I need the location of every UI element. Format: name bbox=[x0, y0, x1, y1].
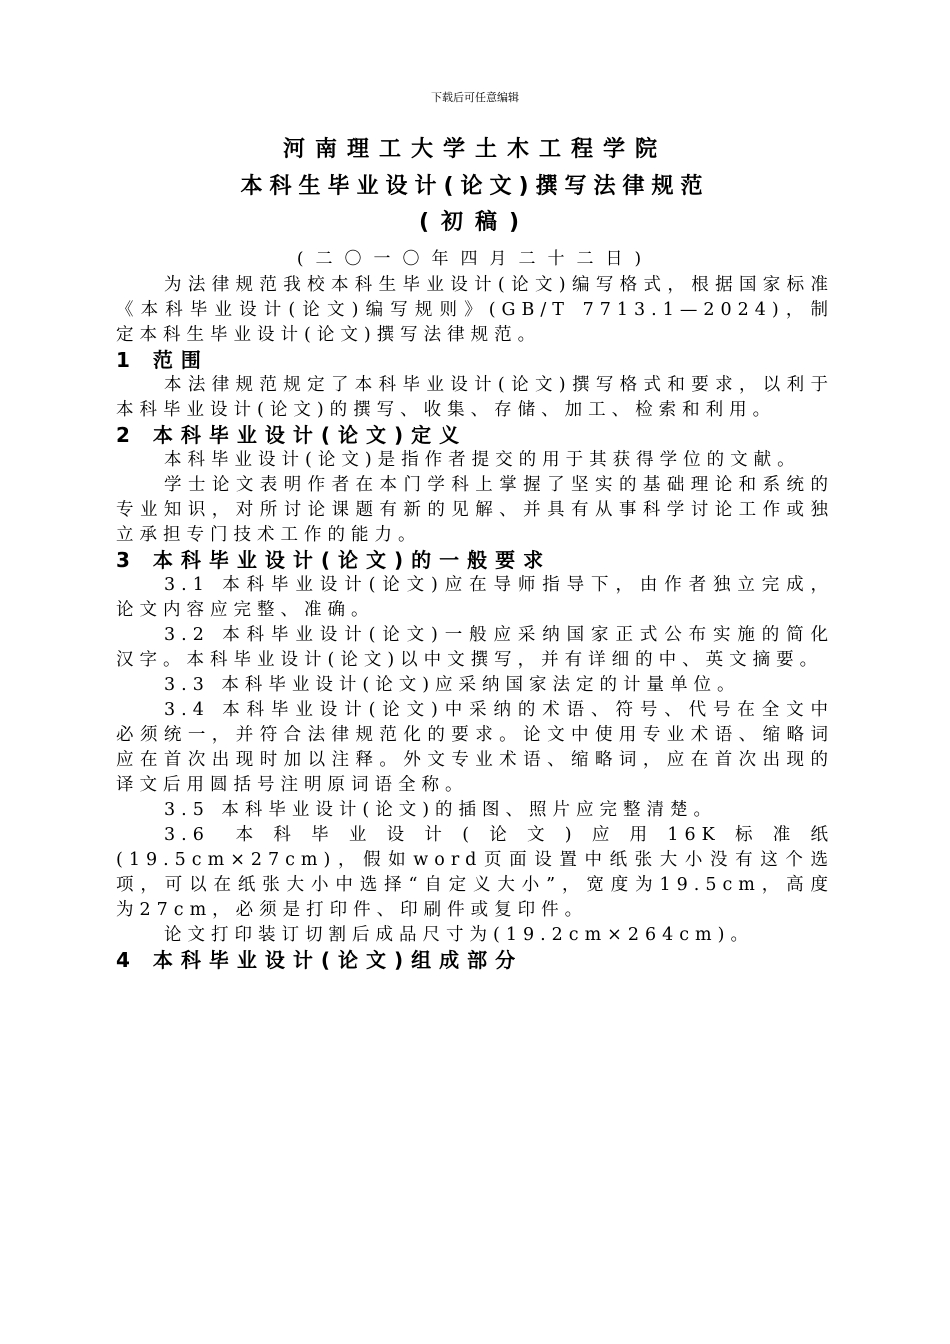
section-3-4: 3.4 本科毕业设计(论文)中采纳的术语、符号、代号在全文中必须统一，并符合法律规范化的要求。论文中使用专业术语、缩略词应在首次出现时加以注释。外文专业术语、缩略词，应在首次出现的译文后用圆括号注明原词语全称。 bbox=[116, 700, 834, 795]
section-3-3: 3.3 本科毕业设计(论文)应采纳国家法定的计量单位。 bbox=[164, 675, 741, 695]
section-3-6: 3.6 本科毕业设计(论文)应用16K标准纸(19.5cm×27cm)，假如word页面设置中纸张大小没有这个选项，可以在纸张大小中选择“自定义大小”，宽度为19.5cm，高度为27cm，必须是打印件、印刷件或复印件。 bbox=[116, 825, 834, 920]
document-date: (二〇一〇年四月二十二日) bbox=[296, 249, 654, 269]
section-2-paragraph-1: 本科毕业设计(论文)是指作者提交的用于其获得学位的文献。 bbox=[164, 450, 801, 470]
section-3-1: 3.1 本科毕业设计(论文)应在导师指导下，由作者独立完成，论文内容应完整、准确。 bbox=[116, 575, 834, 620]
section-2-paragraph-2: 学士论文表明作者在本门学科上掌握了坚实的基础理论和系统的专业知识，对所讨论课题有新的见解、并具有从事科学讨论工作或独立承担专门技术工作的能力。 bbox=[116, 475, 834, 545]
section-3-heading: 3 本科毕业设计(论文)的一般要求 bbox=[116, 548, 552, 572]
intro-paragraph: 为法律规范我校本科生毕业设计(论文)编写格式，根据国家标准《本科毕业设计(论文)编写规则》(GB/T 7713.1—2024)，制定本科生毕业设计(论文)撰写法律规范。 bbox=[116, 275, 834, 345]
section-2-heading: 2 本科毕业设计(论文)定义 bbox=[116, 423, 468, 447]
section-4-heading: 4 本科毕业设计(论文)组成部分 bbox=[116, 948, 524, 972]
title-line-2: 本科生毕业设计(论文)撰写法律规范 bbox=[240, 174, 710, 199]
section-3-6-note: 论文打印装订切割后成品尺寸为(19.2cm×264cm)。 bbox=[164, 925, 754, 945]
document-body bbox=[116, 273, 834, 973]
section-1-paragraph: 本法律规范规定了本科毕业设计(论文)撰写格式和要求，以利于本科毕业设计(论文)的撰写、收集、存储、加工、检索和利用。 bbox=[116, 375, 834, 420]
section-1-heading: 1 范围 bbox=[116, 348, 209, 372]
header-note: 下载后可任意编辑 bbox=[431, 91, 519, 104]
section-3-2: 3.2 本科毕业设计(论文)一般应采纳国家正式公布实施的简化汉字。本科毕业设计(论文)以中文撰写，并有详细的中、英文摘要。 bbox=[116, 625, 834, 670]
section-3-5: 3.5 本科毕业设计(论文)的插图、照片应完整清楚。 bbox=[164, 800, 718, 820]
title-line-3: (初稿) bbox=[418, 210, 532, 235]
title-line-1: 河南理工大学土木工程学院 bbox=[282, 137, 667, 162]
